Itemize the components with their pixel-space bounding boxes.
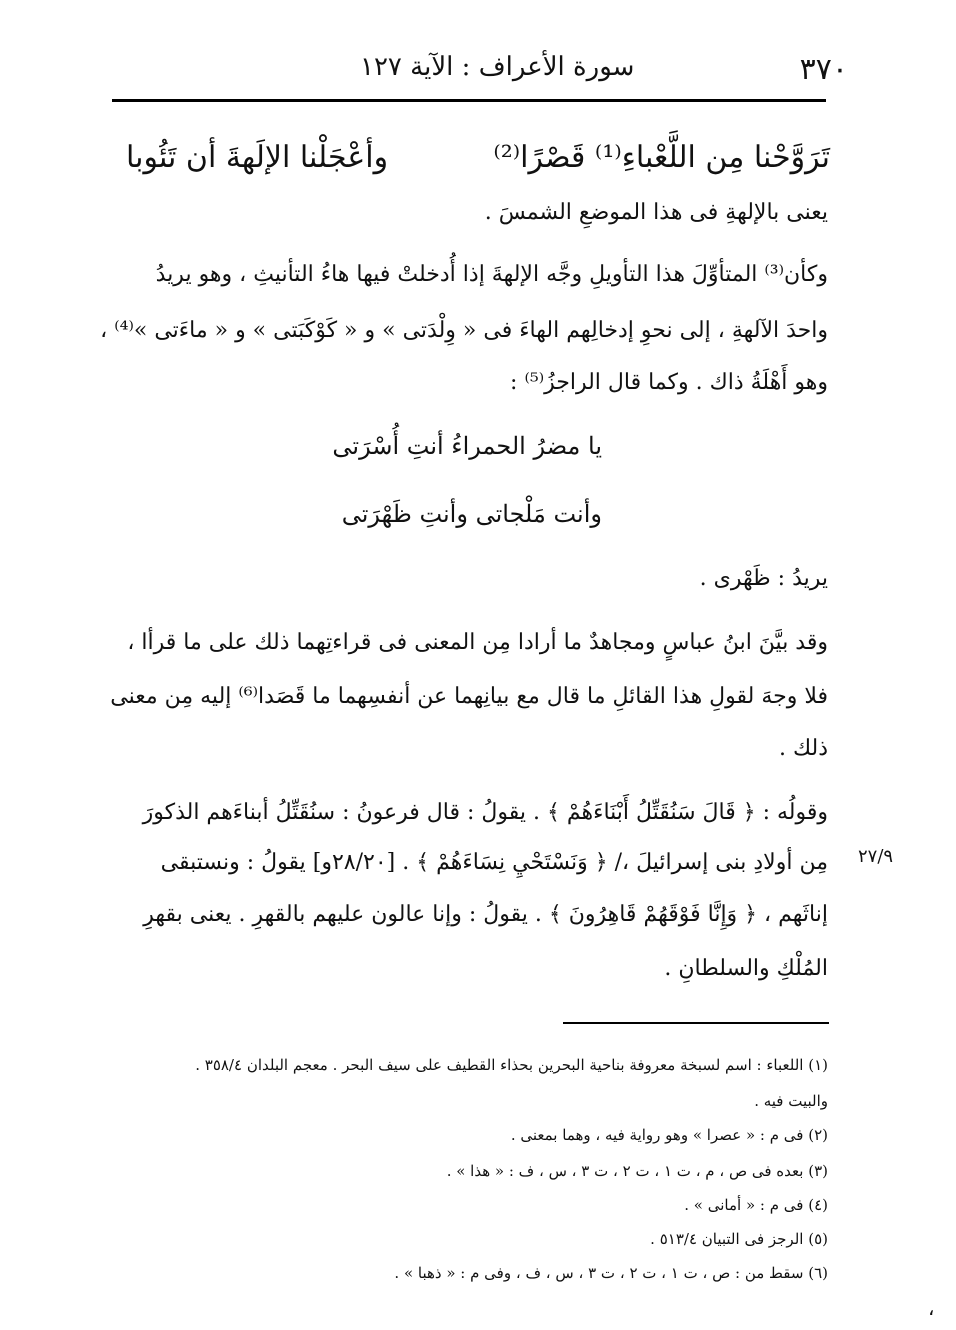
- footnote-4: (٤) فى م : « أمانى » .: [684, 1196, 828, 1214]
- body-line-12: المُلْكِ والسلطانِ .: [664, 956, 828, 981]
- body-line-11: إناثَهم ، ﴿ وَإِنَّا فَوْقَهُمْ قَاهِرُونَ ﴾ . يقولُ : وإنا عالون عليهم بالقهرِ . يعنى بقهرِ: [143, 902, 828, 927]
- footnote-1-cont: والبيت فيه .: [754, 1092, 828, 1110]
- body-line-5: يريدُ : ظَهْرى .: [699, 566, 828, 591]
- footnote-3: (٣) بعده فى ص ، م ، ت ١ ، ت ٢ ، ت ٣ ، س ، ف : « هذا » .: [446, 1162, 828, 1180]
- header-rule: [112, 99, 826, 102]
- footnote-2: (٢) فى م : « عصرا » وهو رواية فيه ، وهما بمعنى .: [510, 1126, 828, 1144]
- verse-hemistich-left: وأعْجَلْنا الإلَهةَ أن تَئُوبا: [126, 140, 389, 175]
- body-line-1: يعنى بالإلهةِ فى هذا الموضعِ الشمسَ .: [484, 200, 828, 225]
- body-line-8: ذلك .: [778, 736, 828, 761]
- body-line-7: فلا وجهَ لقولِ هذا القائلِ ما قال مع بيانِهما عن أنفسِهما ما قَصَدا⁽⁶⁾ إليه مِن معنى: [110, 684, 828, 709]
- footnote-5: (٥) الرجز فى التبيان ٥١٣/٤ .: [650, 1230, 828, 1248]
- body-line-9: وقولُه : ﴿ قَالَ سَنُقَتِّلُ أَبْنَاءَهُمْ ﴾ . يقولُ : قال فرعونُ : سنُقَتِّلُ أبناءَهم الذكورَ: [142, 800, 828, 825]
- footnote-rule: [563, 1022, 829, 1024]
- page-corner-mark: ،: [928, 1296, 935, 1320]
- page-number: ٣٧٠: [799, 52, 848, 87]
- body-line-2: وكأن⁽³⁾ المتأوِّلَ هذا التأويلِ وجَّه الإلهةَ إذا أُدخلتْ فيها هاءُ التأنيثِ ، وهو يريدُ: [155, 262, 828, 287]
- body-line-6: وقد بيَّنَ ابنُ عباسٍ ومجاهدٌ ما أرادا مِن المعنى فى قراءتِهما ذلك على ما قرأا ،: [127, 630, 828, 655]
- running-header-title: سورة الأعراف : الآية ١٢٧: [360, 52, 635, 82]
- body-line-10: مِن أولادِ بنى إسرائيلَ ،/ ﴿ وَنَسْتَحْيِ نِسَاءَهُمْ ﴾ . [٢٨/٢٠و] يقولُ : ونستبقى: [160, 850, 828, 875]
- poem-line-1: يا مضرُ الحمراءُ أنتِ أُسْرَتى: [332, 432, 602, 460]
- verse-hemistich-right: تَرَوَّحْنا مِن اللَّعْباءِ⁽¹⁾ قَصْرًا⁽²⁾: [493, 140, 830, 175]
- body-line-4: وهو أَهْلَةُ ذاك . وكما قال الراجزُ⁽⁵⁾ :: [510, 370, 828, 395]
- body-line-3: واحدَ الآلهةِ ، إلى نحوِ إدخالِهم الهاءَ فى « وِلْدَتى » و « كَوْكَبَتى » و « ماءَتى »⁽⁴⁾ ،: [100, 318, 828, 343]
- poem-line-2: وأنت مَلْجاتى وأنتِ ظَهْرَتى: [341, 500, 602, 528]
- footnote-6: (٦) سقط من : ص ، ت ١ ، ت ٢ ، ت ٣ ، س ، ف ، وفى م : « ذهبا » .: [394, 1264, 828, 1282]
- footnote-1: (١) اللعباء : اسم لسبخة معروفة بناحية البحرين بحذاء القطيف على سيف البحر . معجم البلدان ٣٥٨/٤ .: [195, 1056, 828, 1074]
- margin-reference: ٢٧/٩: [858, 846, 894, 867]
